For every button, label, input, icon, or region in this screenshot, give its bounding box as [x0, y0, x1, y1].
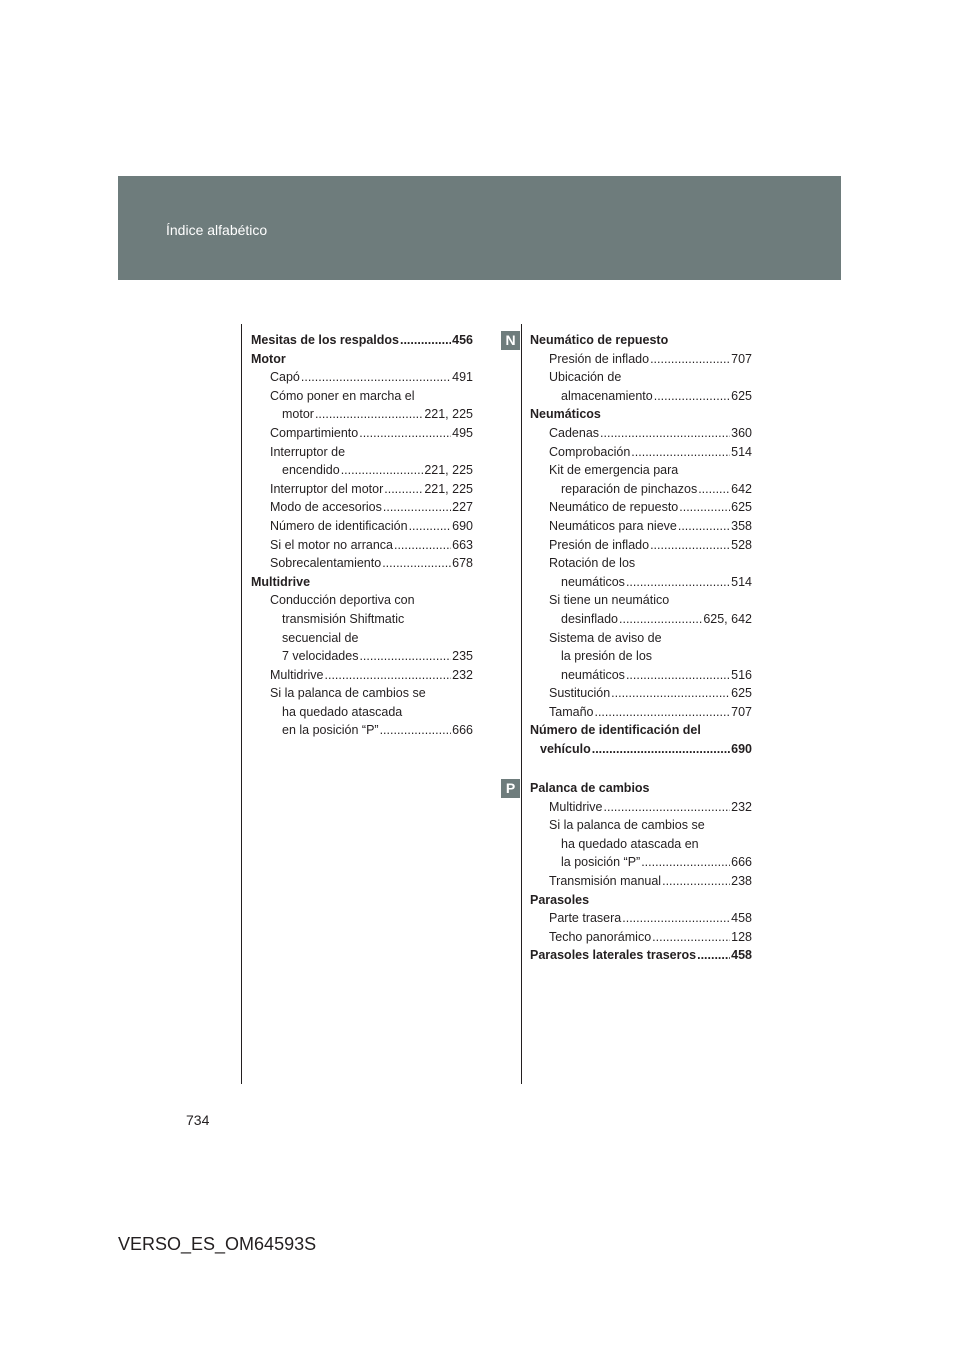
index-subentry-continued: transmisión Shiftmatic — [282, 611, 405, 626]
index-subentry: Si el motor no arranca ..... 663 — [251, 536, 473, 555]
index-entry: Parasoles laterales traseros ..... 458 — [530, 946, 752, 965]
index-subentry: Multidrive ..... 232 — [530, 798, 752, 817]
index-entry: Neumáticos — [530, 407, 601, 422]
column-divider-middle — [521, 324, 522, 1084]
index-subentry: Cadenas ..... 360 — [530, 424, 752, 443]
index-subentry-continued: la posición “P” ..... 666 — [530, 853, 752, 872]
index-subentry: Número de identificación ..... 690 — [251, 517, 473, 536]
index-subentry: Rotación de los — [549, 556, 636, 571]
index-subentry: Comprobación ..... 514 — [530, 443, 752, 462]
index-subentry-continued: motor ..... 221, 225 — [251, 405, 473, 424]
index-subentry: Interruptor del motor ..... 221, 225 — [251, 480, 473, 499]
index-subentry-continued: ha quedado atascada — [282, 704, 403, 719]
index-entry: Mesitas de los respaldos ..... 456 — [251, 331, 473, 350]
index-subentry: Kit de emergencia para — [549, 463, 679, 478]
index-subentry: Presión de inflado ..... 707 — [530, 350, 752, 369]
index-subentry-continued: encendido ..... 221, 225 — [251, 461, 473, 480]
index-subentry-continued: secuencial de — [282, 630, 359, 645]
index-subentry: Neumático de repuesto ..... 625 — [530, 498, 752, 517]
index-subentry: Interruptor de — [270, 444, 346, 459]
index-subentry: Neumáticos para nieve ..... 358 — [530, 517, 752, 536]
index-subentry: Multidrive ..... 232 — [251, 666, 473, 685]
page-number: 734 — [186, 1112, 210, 1128]
index-entry-continued: vehículo ..... 690 — [530, 740, 752, 759]
index-subentry: Compartimiento ..... 495 — [251, 424, 473, 443]
index-subentry: Transmisión manual ..... 238 — [530, 872, 752, 891]
index-entry: Neumático de repuesto — [530, 333, 669, 347]
index-column-right-p — [530, 779, 752, 965]
index-subentry: Capó ..... 491 — [251, 368, 473, 387]
index-entry: Número de identificación del — [530, 723, 701, 738]
index-subentry-continued: la presión de los — [561, 649, 653, 664]
index-subentry: Conducción deportiva con — [270, 593, 415, 608]
column-divider-left — [241, 324, 242, 1084]
index-subentry-continued: reparación de pinchazos ..... 642 — [530, 480, 752, 499]
index-subentry-continued: almacenamiento ..... 625 — [530, 387, 752, 406]
header-title: Índice alfabético — [166, 222, 268, 238]
section-header — [118, 176, 841, 280]
index-entry: Parasoles — [530, 892, 590, 907]
index-subentry: Presión de inflado ..... 528 — [530, 536, 752, 555]
index-entry: Multidrive — [251, 574, 311, 589]
index-subentry-continued: desinflado ..... 625, 642 — [530, 610, 752, 629]
index-entry: Palanca de cambios — [530, 781, 650, 795]
index-subentry: Sistema de aviso de — [549, 630, 662, 645]
index-subentry-continued: 7 velocidades ..... 235 — [251, 647, 473, 666]
index-subentry-continued: en la posición “P” ..... 666 — [251, 721, 473, 740]
letter-marker-p: P — [501, 779, 520, 798]
document-code: VERSO_ES_OM64593S — [118, 1234, 317, 1254]
index-subentry: Modo de accesorios ..... 227 — [251, 498, 473, 517]
index-subentry-continued: neumáticos ..... 514 — [530, 573, 752, 592]
index-subentry: Si la palanca de cambios se — [549, 818, 705, 833]
index-subentry: Ubicación de — [549, 370, 622, 385]
index-subentry: Techo panorámico ..... 128 — [530, 928, 752, 947]
index-subentry: Cómo poner en marcha el — [270, 388, 415, 403]
index-column-right-n — [530, 331, 752, 759]
index-subentry: Tamaño ..... 707 — [530, 703, 752, 722]
letter-marker-n: N — [501, 331, 520, 350]
index-entry: Motor — [251, 351, 286, 366]
index-subentry-continued: ha quedado atascada en — [561, 836, 699, 851]
index-subentry: Si tiene un neumático — [549, 593, 670, 608]
index-subentry: Parte trasera ..... 458 — [530, 909, 752, 928]
index-subentry: Sustitución ..... 625 — [530, 684, 752, 703]
index-subentry-continued: neumáticos ..... 516 — [530, 666, 752, 685]
index-subentry: Si la palanca de cambios se — [270, 686, 426, 701]
index-column-left — [251, 331, 473, 740]
index-subentry: Sobrecalentamiento ..... 678 — [251, 554, 473, 573]
